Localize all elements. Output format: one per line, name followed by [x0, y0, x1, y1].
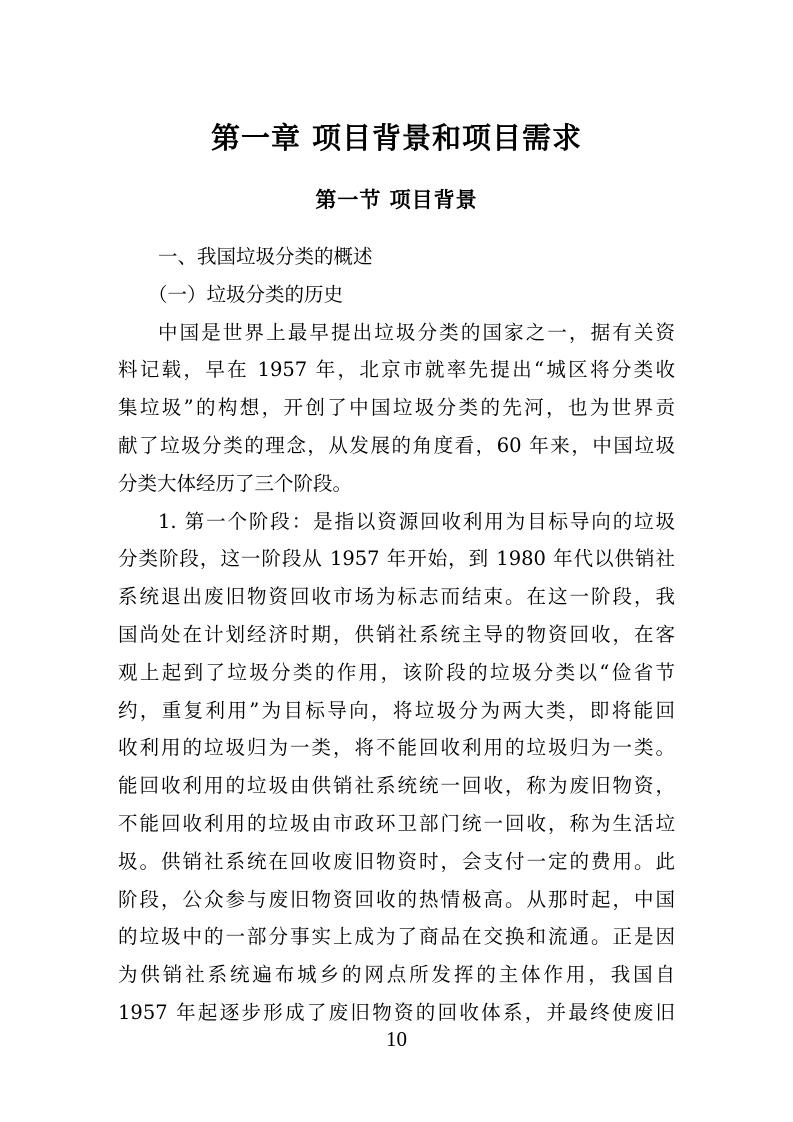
paragraph-line: 国尚处在计划经济时期，供销社系统主导的物资回收，在客 — [118, 622, 675, 646]
paragraph-line: 收利用的垃圾归为一类，将不能回收利用的垃圾归为一类。 — [118, 736, 675, 760]
paragraph-line: 集垃圾”的构想，开创了中国垃圾分类的先河，也为世界贡 — [118, 396, 675, 420]
body-text — [118, 238, 675, 1032]
paragraph-line: 约，重复利用”为目标导向，将垃圾分为两大类，即将能回 — [118, 698, 675, 722]
paragraph-line: 系统退出废旧物资回收市场为标志而结束。在这一阶段，我 — [118, 585, 675, 609]
paragraph-line: 的垃圾中的一部分事实上成为了商品在交换和流通。正是因 — [118, 925, 675, 949]
paragraph-line: 献了垃圾分类的理念，从发展的角度看，60 年来，中国垃圾 — [118, 433, 675, 457]
paragraph-line: 为供销社系统遍布城乡的网点所发挥的主体作用，我国自 — [118, 963, 675, 987]
paragraph-line: 中国是世界上最早提出垃圾分类的国家之一，据有关资 — [158, 320, 675, 344]
paragraph-line: 观上起到了垃圾分类的作用，该阶段的垃圾分类以“俭省节 — [118, 660, 675, 684]
section-title: 第一节 项目背景 — [315, 188, 478, 212]
heading-level-1: 一、我国垃圾分类的概述 — [158, 245, 373, 268]
paragraph-line: 分类大体经历了三个阶段。 — [118, 471, 353, 495]
paragraph-line: 分类阶段，这一阶段从 1957 年开始，到 1980 年代以供销社 — [118, 547, 675, 571]
paragraph-line: 能回收利用的垃圾由供销社系统统一回收，称为废旧物资， — [118, 774, 675, 798]
paragraph-line: 1. 第一个阶段：是指以资源回收利用为目标导向的垃圾 — [158, 509, 675, 533]
paragraph-line: 1957 年起逐步形成了废旧物资的回收体系，并最终使废旧 — [118, 1000, 675, 1024]
page-number: 10 — [386, 1027, 407, 1051]
chapter-title: 第一章 项目背景和项目需求 — [210, 121, 583, 155]
paragraph-line: 圾。供销社系统在回收废旧物资时，会支付一定的费用。此 — [118, 849, 675, 873]
heading-level-2: （一）垃圾分类的历史 — [148, 282, 344, 306]
paragraph-line: 阶段，公众参与废旧物资回收的热情极高。从那时起，中国 — [118, 887, 675, 911]
paragraph-line: 不能回收利用的垃圾由市政环卫部门统一回收，称为生活垃 — [118, 811, 675, 835]
paragraph-line: 料记载，早在 1957 年，北京市就率先提出“城区将分类收 — [118, 358, 675, 382]
